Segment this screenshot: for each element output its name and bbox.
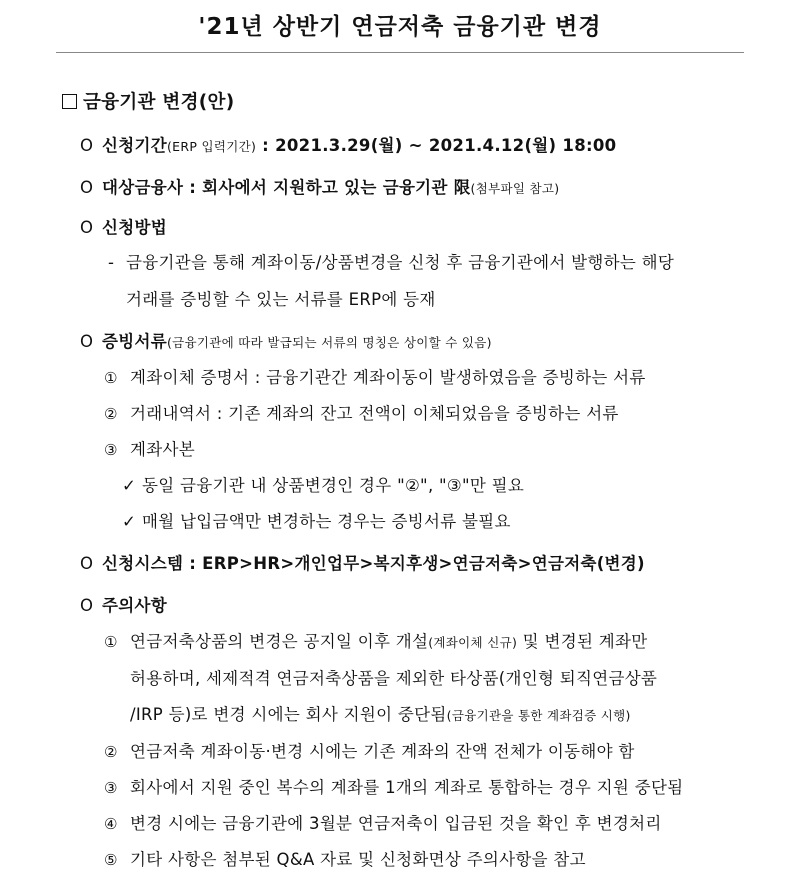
- caution-text: 연금저축 계좌이동·변경 시에는 기존 계좌의 잔액 전체가 이동해야 함: [130, 742, 635, 761]
- item-docs: [80, 328, 492, 352]
- docs-label: 증빙서류: [102, 332, 167, 351]
- period-value: : 2021.3.29(월) ~ 2021.4.12(월) 18:00: [256, 136, 617, 155]
- number-marker: ①: [104, 633, 118, 651]
- title-divider: [56, 52, 744, 53]
- caution-text: 및 변경된 계좌만: [517, 632, 648, 651]
- period-label: 신청기간: [102, 136, 167, 155]
- docs-item-3: [104, 436, 195, 460]
- target-note: (첨부파일 참고): [470, 181, 560, 196]
- docs-item-2: [104, 400, 619, 424]
- docs-item-1: [104, 364, 646, 388]
- dash-bullet: -: [108, 253, 115, 272]
- target-label: 대상금융사 : 회사에서 지원하고 있는 금융기관 限: [102, 178, 471, 197]
- check-icon: ✓: [122, 476, 137, 495]
- docs-note: (금융기관에 따라 발급되는 서류의 명칭은 상이할 수 있음): [166, 335, 492, 350]
- section-heading: [62, 88, 234, 114]
- number-marker: ②: [104, 743, 118, 761]
- caution-note: (금융기관을 통한 계좌검증 시행): [446, 708, 631, 723]
- number-marker: ③: [104, 779, 118, 797]
- number-marker: ②: [104, 405, 118, 423]
- item-system: [80, 550, 645, 574]
- item-caution: [80, 592, 167, 616]
- docs-item-text: 계좌사본: [130, 440, 195, 459]
- item-method: [80, 214, 167, 238]
- system-label: 신청시스템 : ERP>HR>개인업무>복지후생>연금저축>연금저축(변경): [102, 554, 645, 573]
- caution-item-1-line-3: [130, 701, 631, 725]
- number-marker: ④: [104, 815, 118, 833]
- number-marker: ①: [104, 369, 118, 387]
- item-target: [80, 174, 559, 198]
- circle-bullet: O: [80, 136, 94, 155]
- caution-label: 주의사항: [102, 596, 167, 615]
- caution-item-5: [104, 846, 586, 870]
- circle-bullet: O: [80, 218, 94, 237]
- caution-text: 변경 시에는 금융기관에 3월분 연금저축이 입금된 것을 확인 후 변경처리: [130, 814, 662, 833]
- number-marker: ⑤: [104, 851, 118, 869]
- docs-check-text: 동일 금융기관 내 상품변경인 경우 "②", "③"만 필요: [142, 476, 525, 495]
- checkbox-square-icon: [62, 94, 77, 109]
- caution-text: 회사에서 지원 중인 복수의 계좌를 1개의 계좌로 통합하는 경우 지원 중단됨: [130, 778, 684, 797]
- caution-text: 연금저축상품의 변경은 공지일 이후 개설: [130, 632, 429, 651]
- docs-item-text: 거래내역서 : 기존 계좌의 잔고 전액이 이체되었음을 증빙하는 서류: [130, 404, 619, 423]
- docs-check-1: [122, 472, 524, 496]
- caution-note: (계좌이체 신규): [428, 635, 518, 650]
- docs-check-text: 매월 납입금액만 변경하는 경우는 증빙서류 불필요: [142, 512, 511, 531]
- method-label: 신청방법: [102, 218, 167, 237]
- method-text-1: 금융기관을 통해 계좌이동/상품변경을 신청 후 금융기관에서 발행하는 해당: [126, 253, 675, 272]
- caution-text: /IRP 등)로 변경 시에는 회사 지원이 중단됨: [130, 705, 447, 724]
- caution-text: 기타 사항은 첨부된 Q&A 자료 및 신청화면상 주의사항을 참고: [130, 850, 586, 869]
- docs-item-text: 계좌이체 증명서 : 금융기관간 계좌이동이 발생하였음을 증빙하는 서류: [130, 368, 646, 387]
- docs-check-2: [122, 508, 511, 532]
- period-note: (ERP 입력기간): [166, 139, 257, 154]
- caution-item-1-line-2: 허용하며, 세제적격 연금저축상품을 제외한 타상품(개인형 퇴직연금상품: [130, 669, 658, 688]
- circle-bullet: O: [80, 554, 94, 573]
- circle-bullet: O: [80, 332, 94, 351]
- method-line-1: [108, 249, 674, 273]
- method-line-2: 거래를 증빙할 수 있는 서류를 ERP에 등재: [126, 290, 436, 309]
- page-title: '21년 상반기 연금저축 금융기관 변경: [198, 14, 602, 40]
- section-heading-text: 금융기관 변경(안): [83, 92, 235, 113]
- caution-item-4: [104, 810, 662, 834]
- caution-item-1-line-1: [104, 628, 647, 652]
- circle-bullet: O: [80, 178, 94, 197]
- caution-item-3: [104, 774, 683, 798]
- check-icon: ✓: [122, 512, 137, 531]
- item-period: [80, 132, 616, 156]
- caution-item-2: [104, 738, 635, 762]
- number-marker: ③: [104, 441, 118, 459]
- circle-bullet: O: [80, 596, 94, 615]
